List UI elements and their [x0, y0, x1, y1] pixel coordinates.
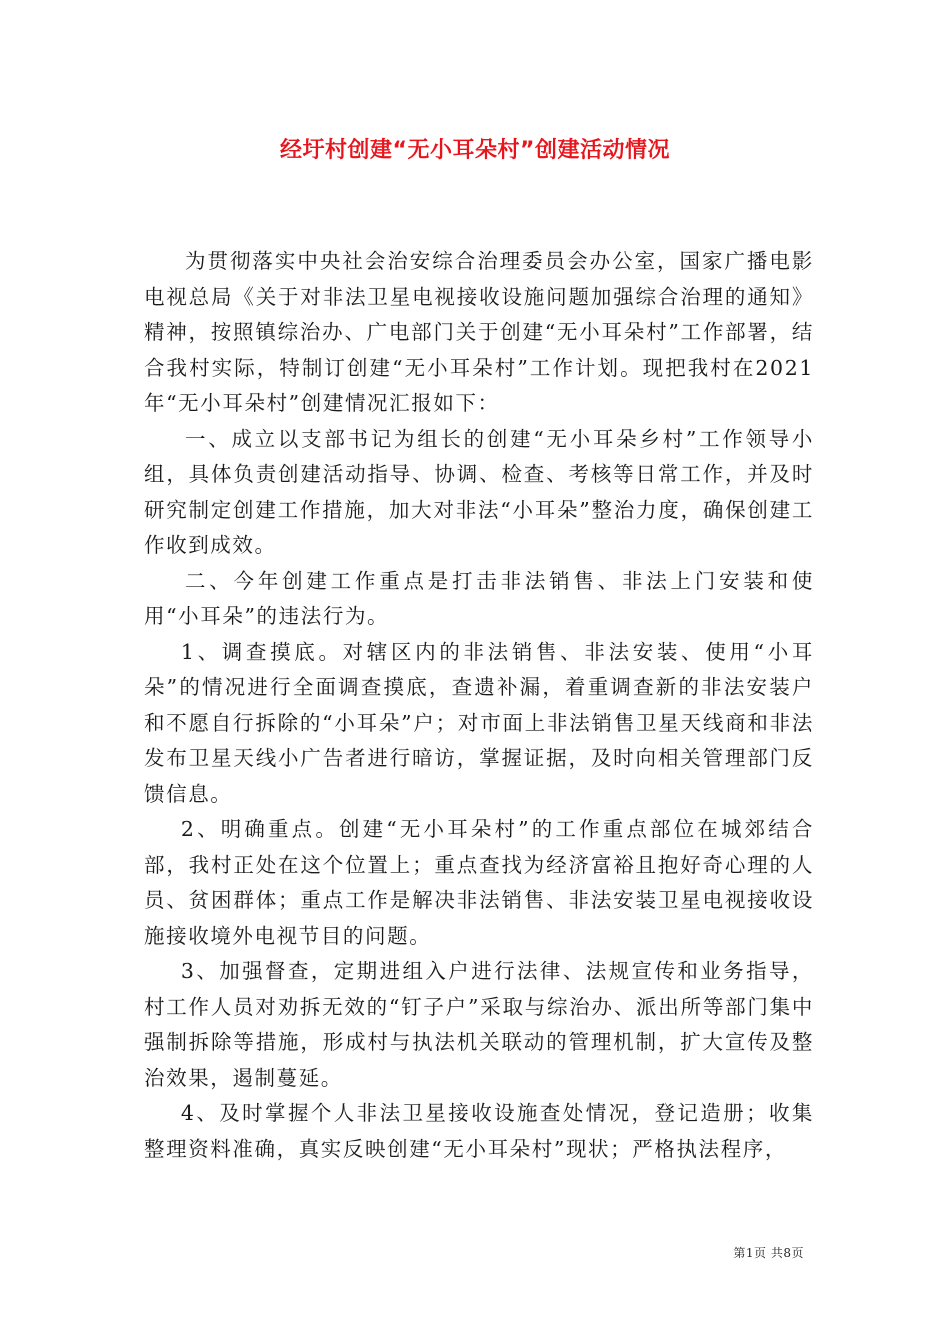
paragraph-intro: 为贯彻落实中央社会治安综合治理委员会办公室，国家广播电影电视总局《关于对非法卫星电视接收设施问题加强综合治理的通知》精神，按照镇综治办、广电部门关于创建“无小耳朵村”工作部署，结合我村实际，特制订创建“无小耳朵村”工作计划。现把我村在2021年“无小耳朵村”创建情况汇报如下：: [144, 249, 814, 415]
paragraph-item-3: 3、加强督查，定期进组入户进行法律、法规宣传和业务指导，村工作人员对劝拆无效的“钉子户”采取与综治办、派出所等部门集中强制拆除等措施，形成村与执法机关联动的管理机制，扩大宣传及整治效果，遏制蔓延。: [144, 959, 814, 1090]
paragraph-item-1: 1、调查摸底。对辖区内的非法销售、非法安装、使用“小耳朵”的情况进行全面调查摸底，查遗补漏，着重调查新的非法安装户和不愿自行拆除的“小耳朵”户；对市面上非法销售卫星天线商和非法发布卫星天线小广告者进行暗访，掌握证据，及时向相关管理部门反馈信息。: [144, 639, 814, 806]
paragraph-section-two: 二、今年创建工作重点是打击非法销售、非法上门安装和使用“小耳朵”的违法行为。: [144, 568, 814, 628]
paragraph-section-one: 一、成立以支部书记为组长的创建“无小耳朵乡村”工作领导小组，具体负责创建活动指导、协调、检查、考核等日常工作，并及时研究制定创建工作措施，加大对非法“小耳朵”整治力度，确保创建工作收到成效。: [144, 426, 814, 557]
document-body: [144, 244, 814, 1167]
page-number: 第1页 共8页: [733, 1246, 804, 1260]
paragraph-item-4: 4、及时掌握个人非法卫星接收设施查处情况，登记造册；收集整理资料准确，真实反映创建“无小耳朵村”现状；严格执法程序，: [144, 1101, 814, 1161]
document-title: 经圩村创建“无小耳朵村”创建活动情况: [280, 138, 670, 163]
paragraph-item-2: 2、明确重点。创建“无小耳朵村”的工作重点部位在城郊结合部，我村正处在这个位置上；重点查找为经济富裕且抱好奇心理的人员、贫困群体；重点工作是解决非法销售、非法安装卫星电视接收设施接收境外电视节目的问题。: [144, 817, 814, 948]
